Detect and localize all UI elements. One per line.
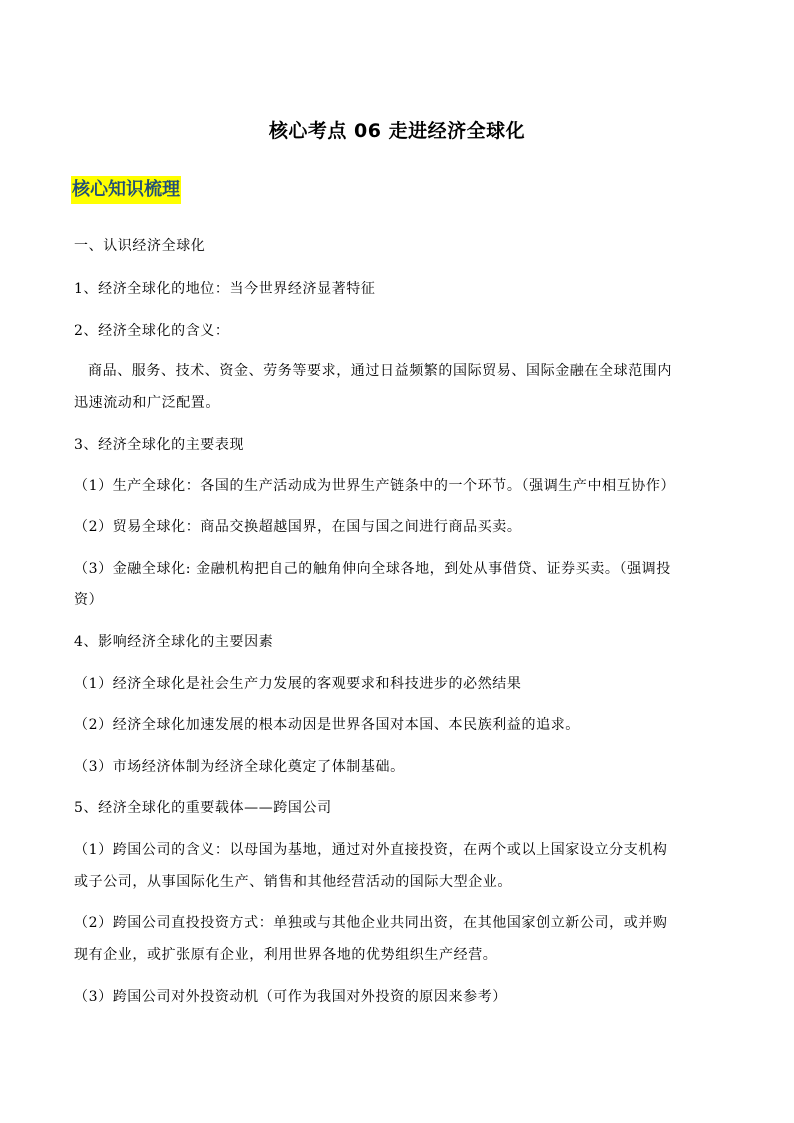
manifestation-3-finance-line-1: （3）金融全球化: 金融机构把自己的触角伸向全球各地，到处从事借贷、证券买卖。（强调投 [74, 561, 671, 577]
document-title: 核心考点 06 走进经济全球化 [268, 120, 526, 142]
multinational-definition-line-2: 或子公司，从事国际化生产、销售和其他经营活动的国际大型企业。 [74, 874, 512, 890]
manifestation-2-trade: （2）贸易全球化：商品交换超越国界，在国与国之间进行商品买卖。 [74, 519, 522, 535]
point-1-status: 1、经济全球化的地位：当今世界经济显著特征 [74, 281, 376, 297]
point-4-factors: 4、影响经济全球化的主要因素 [74, 634, 274, 650]
factor-3: （3）市场经济体制为经济全球化奠定了体制基础。 [74, 759, 405, 775]
multinational-investment-line-2: 现有企业，或扩张原有企业，利用世界各地的优势组织生产经营。 [74, 947, 498, 963]
multinational-investment-line-1: （2）跨国公司直投投资方式：单独或与其他企业共同出资，在其他国家创立新公司，或并购 [74, 915, 668, 931]
section-heading-highlighted: 核心知识梳理 [71, 176, 181, 204]
manifestation-3-finance-line-2: 资） [74, 592, 104, 608]
definition-text-line-1: 商品、服务、技术、资金、劳务等要求，通过日益频繁的国际贸易、国际金融在全球范围内 [88, 363, 672, 379]
point-3-manifestations: 3、经济全球化的主要表现 [74, 437, 245, 453]
heading-1-understand-globalization: 一、认识经济全球化 [74, 238, 206, 254]
factor-1: （1）经济全球化是社会生产力发展的客观要求和科技进步的必然结果 [74, 676, 522, 692]
multinational-definition-line-1: （1）跨国公司的含义：以母国为基地，通过对外直接投资，在两个或以上国家设立分支机构 [74, 842, 668, 858]
multinational-motivation: （3）跨国公司对外投资动机（可作为我国对外投资的原因来参考） [74, 989, 507, 1005]
point-2-definition: 2、经济全球化的含义： [74, 323, 230, 339]
factor-2: （2）经济全球化加速发展的根本动因是世界各国对本国、本民族利益的追求。 [74, 717, 580, 733]
manifestation-1-production: （1）生产全球化：各国的生产活动成为世界生产链条中的一个环节。（强调生产中相互协作） [74, 478, 676, 494]
definition-text-line-2: 迅速流动和广泛配置。 [74, 395, 220, 411]
point-5-multinationals: 5、经济全球化的重要载体——跨国公司 [74, 800, 332, 816]
